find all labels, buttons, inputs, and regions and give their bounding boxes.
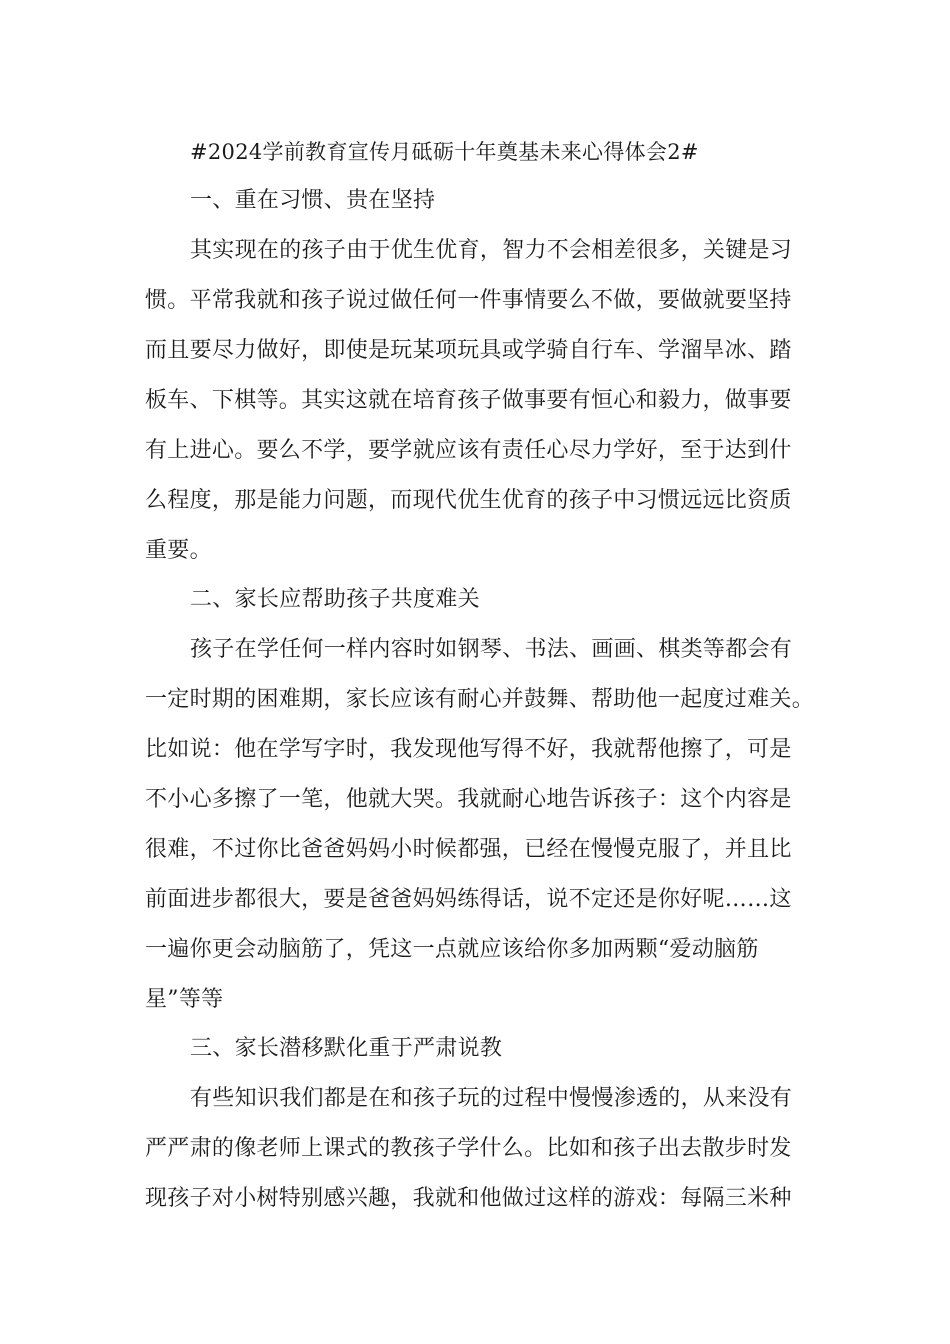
paragraph-2-line-5: 很难，不过你比爸爸妈妈小时候都强，已经在慢慢克服了，并且比 [145, 837, 792, 862]
paragraph-2-line-4: 不小心多擦了一笔，他就大哭。我就耐心地告诉孩子：这个内容是 [145, 787, 792, 812]
paragraph-3-line-2: 严严肃的像老师上课式的教孩子学什么。比如和孩子出去散步时发 [145, 1136, 792, 1161]
paragraph-2-line-7: 一遍你更会动脑筋了，凭这一点就应该给你多加两颗“爱动脑筋 [145, 937, 759, 962]
paragraph-1-line-2: 惯。平常我就和孩子说过做任何一件事情要么不做，要做就要坚持 [145, 288, 792, 313]
paragraph-1-line-1: 其实现在的孩子由于优生优育，智力不会相差很多，关键是习 [190, 238, 793, 263]
paragraph-1-line-7: 重要。 [145, 538, 212, 563]
paragraph-1-line-3: 而且要尽力做好，即使是玩某项玩具或学骑自行车、学溜旱冰、踏 [145, 338, 792, 363]
document-title: #2024学前教育宣传月砥砺十年奠基未来心得体会2# [190, 140, 699, 164]
paragraph-3-line-3: 现孩子对小树特别感兴趣，我就和他做过这样的游戏：每隔三米种 [145, 1186, 792, 1211]
paragraph-2-line-1: 孩子在学任何一样内容时如钢琴、书法、画画、棋类等都会有 [190, 637, 793, 662]
paragraph-3-line-1: 有些知识我们都是在和孩子玩的过程中慢慢渗透的，从来没有 [190, 1086, 793, 1111]
paragraph-2-line-2: 一定时期的困难期，家长应该有耐心并鼓舞、帮助他一起度过难关。 [145, 687, 815, 712]
paragraph-2-line-6: 前面进步都很大，要是爸爸妈妈练得话，说不定还是你好呢……这 [145, 887, 792, 912]
paragraph-2-line-8: 星”等等 [145, 987, 224, 1012]
paragraph-1-line-6: 么程度，那是能力问题，而现代优生优育的孩子中习惯远远比资质 [145, 488, 792, 513]
paragraph-1-line-5: 有上进心。要么不学，要学就应该有责任心尽力学好，至于达到什 [145, 438, 792, 463]
section-heading-1: 一、重在习惯、贵在坚持 [190, 188, 436, 213]
section-heading-3: 三、家长潜移默化重于严肃说教 [190, 1036, 503, 1061]
paragraph-1-line-4: 板车、下棋等。其实这就在培育孩子做事要有恒心和毅力，做事要 [145, 388, 792, 413]
section-heading-2: 二、家长应帮助孩子共度难关 [190, 587, 480, 612]
paragraph-2-line-3: 比如说：他在学写字时，我发现他写得不好，我就帮他擦了，可是 [145, 737, 792, 762]
